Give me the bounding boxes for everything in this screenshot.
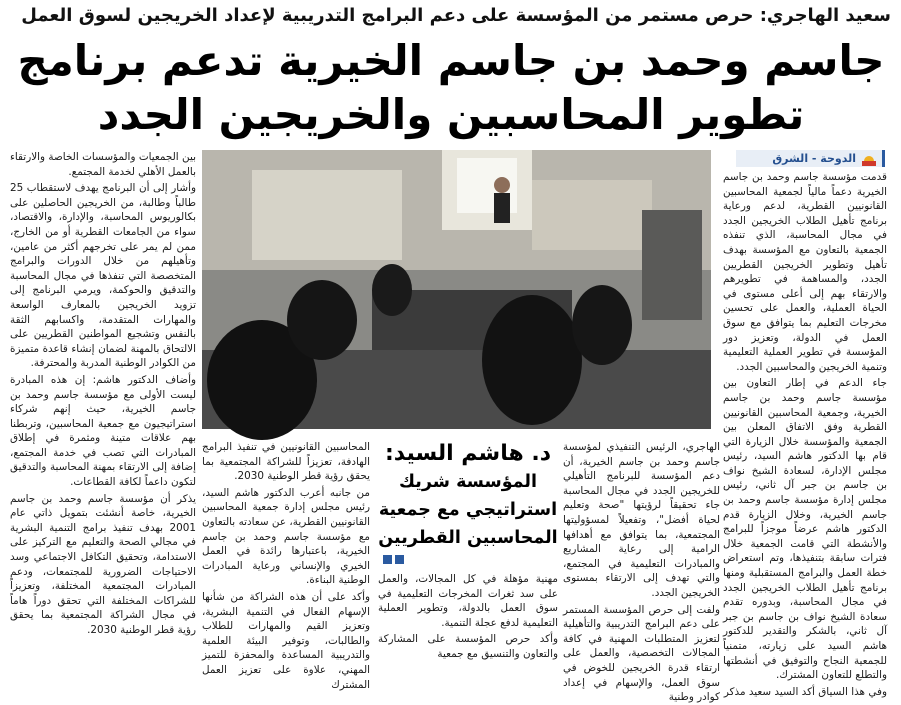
newspaper-logo-icon [860, 152, 878, 166]
paragraph: مهنية مؤهلة في كل المجالات، والعمل على سد ثغرات المخرجات التعليمية في سوق العمل بالدولة، وتطوير العملية التعليمية لدفع عجلة التنمية. [378, 573, 558, 629]
paragraph: وأضاف الدكتور هاشم: إن هذه المبادرة ليست الأولى مع مؤسسة جاسم وحمد بن جاسم الخيرية، حيث إنهم شركاء استراتيجيون مع جمعية المحاسبين، وتربطنا بهم علاقات متينة ومثمرة في إطلاق المبادرات التي تصب في خدمة المجتمع، إضافة إلى الارتقاء بمهنة المحاسبة والتدقيق لتكون داعماً لكافة القطاعات. [10, 373, 196, 489]
paragraph: الهاجري، الرئيس التنفيذي لمؤسسة جاسم وحمد بن جاسم الخيرية، أن دعم المؤسسة للبرنامج التأهيلي للخريجين الجدد في مجال المحاسبة جاء تحقيقاً لرؤيتها "صحة وتعليم لحياة أفضل"، وتفعيلاً لمسؤوليتها المجتمعية، بما يتوافق مع أهدافها الرامية إلى رعاية المشاريع والمبادرات التعليمية في المجتمع، والتي تهدف إلى الارتقاء بمستوى الخريجين الجدد. [563, 441, 720, 599]
dateline-text: الدوحة - الشرق [772, 152, 856, 165]
paragraph: قدمت مؤسسة جاسم وحمد بن جاسم الخيرية دعماً مالياً لجمعية المحاسبين القانونيين القطرية، لدعم ورعاية برنامج تأهيل الطلاب الخريجين الجدد في مجال المحاسبة، الذي تنفذه الجمعية بالتعاون مع المؤسسة بهدف تأهيل وتطوير الخريجين القطريين الجدد، والمساهمة في تطويرهم والارتقاء بهم إلى أعلى مستوى في الحياة العملية، والعمل على تحسين مخرجات التعليم بما يتوافق مع سوق العمل في الدولة، وتعزيز دور المؤسسة في تطوير العملية التعليمية وتنمية الخريجين والمحاسبين الجدد. [723, 171, 887, 373]
paragraph: وأكد حرص المؤسسة على المشاركة والتعاون والتنسيق مع جمعية [378, 633, 558, 660]
meeting-photo-illustration [202, 150, 711, 429]
pull-quote-line: المحاسبين القطريين [378, 528, 558, 548]
article-column-right [723, 170, 887, 698]
article-column-center-left [202, 440, 370, 691]
dateline-tag [736, 150, 885, 167]
pull-quote-name: د. هاشم السيد: [384, 441, 552, 466]
article-photo [202, 150, 711, 429]
rule-square [383, 555, 392, 564]
paragraph: يذكر أن مؤسسة جاسم وحمد بن جاسم الخيرية، خاصة أنشئت بتمويل ذاتي عام 2001 بهدف تنفيذ برامج التنمية البشرية في مجالي الصحة والتعليم مع التركيز على الاستدامة، وتحقيق التكافل الاجتماعي وسد الاحتياجات الضرورية للمجتمعات، ودعم المبادرات المجتمعية المختلفة، وتعزيزاً للشراكات المختلفة التي تحقق دوراً هاماً في مجال الشراكة المجتمعية بما يحقق رؤية قطر الوطنية 2030. [10, 492, 196, 636]
pull-quote [378, 440, 558, 560]
headline-line-1: جاسم وحمد بن جاسم الخيرية تدعم برنامج [17, 36, 885, 85]
headline-line-2: تطوير المحاسبين والخريجين الجدد [97, 90, 805, 139]
paragraph: وفي هذا السياق أكد السيد سعيد مذكر [723, 685, 887, 698]
article-column-middle-left [378, 572, 558, 666]
paragraph: من جانبه أعرب الدكتور هاشم السيد، رئيس مجلس إدارة جمعية المحاسبين القانونيين القطرية، عن سعادته بالتعاون مع مؤسسة جاسم وحمد بن جاسم الخيرية، باعتبارها رائدة في العمل الخيري والإنساني ورعاية المبادرات الوطنية البناءة. [202, 486, 370, 587]
paragraph: وأشار إلى أن البرنامج يهدف لاستقطاب 25 طالباً وطالبة، من الخريجين الحاصلين على بكالوريوس المحاسبة، والإدارة، والاقتصاد، سواء من الجامعات القطرية أو من الخارج، ممن لم يمر على تخرجهم أكثر من عامين، وتأهيلهم من خلال الدورات والبرامج المتخصصة التي تنفذها في مجال المحاسبة والتدقيق والحوكمة، ويرمي البرنامج إلى تزويد الخريجين بالمعارف الواسعة والمهارات المتقدمة، واكسابهم الثقة بالنفس وتشجيع المواطنين القطريين على الالتحاق بالمهنة لضمان إنشاء قاعدة متميزة من الكوادر الوطنية المدربة والمحترفة. [10, 182, 196, 370]
paragraph: بين الجمعيات والمؤسسات الخاصة والارتقاء بالعمل الأهلي لخدمة المجتمع. [10, 151, 196, 178]
pull-quote-rule [380, 555, 556, 564]
article-column-middle-right [563, 440, 720, 704]
pull-quote-line: المؤسسة شريك [399, 472, 537, 492]
article-column-left [10, 150, 196, 666]
rule-square [395, 555, 404, 564]
paragraph: وأكد على أن هذه الشراكة من شأنها الإسهام الفعال في التنمية البشرية، وتعزيز القيم والمهارات للطلاب والطالبات، وتوفير البيئة العلمية والتدريبية المساعدة والمحفزة للتميز المهني، علاوة على تعزيز العمل المشترك [202, 590, 370, 691]
kicker-headline: سعيد الهاجري: حرص مستمر من المؤسسة على دعم البرامج التدريبية لإعداد الخريجين لسوق العمل [21, 5, 891, 26]
pull-quote-line: استراتيجي مع جمعية [378, 500, 558, 520]
paragraph: المحاسبين القانونيين في تنفيذ البرامج الهادفة، تعزيزاً للشراكة المجتمعية بما يحقق رؤية قطر الوطنية 2030. [202, 441, 370, 483]
paragraph: ولفت إلى حرص المؤسسة المستمر على دعم البرامج التدريبية والتأهيلية لتعزيز المتطلبات المهنية في كافة المجالات التخصصية، والعمل على ارتقاء قدرة الخريجين للخوض في سوق العمل، والإسهام في إعداد كوادر وطنية [563, 603, 720, 704]
paragraph: جاء الدعم في إطار التعاون بين مؤسسة جاسم وحمد بن جاسم الخيرية، وجمعية المحاسبين القانونيين القطرية وفق الاتفاق المعلن بين الجمعية والمؤسسة خلال الزيارة التي قام بها الدكتور هاشم السيد، رئيس مجلس الإدارة، لسعادة الشيخ نواف بن جاسم بن جبر آل ثاني، رئيس مجلس إدارة مؤسسة جاسم وحمد بن جاسم الخيرية، وخلال الزيارة قدم الدكتور هاشم عرضاً موجزاً للبرامج والأنشطة التي قامت الجمعية خلال فترات سابقة بتنفيذها، وتم استعراض خطة العمل والبرامج المستقبلية ومنها برنامج تأهيل الطلاب الخريجين الجدد في مجال المحاسبة، وبدوره تقدم سعادة الشيخ نواف بن جاسم بن جبر آل ثاني، بالشكر والتقدير للدكتور هاشم السيد على زيارته، متمنياً للجمعية النجاح والتوفيق في أنشطتها والتطلع للتعاون المشترك. [723, 377, 887, 682]
